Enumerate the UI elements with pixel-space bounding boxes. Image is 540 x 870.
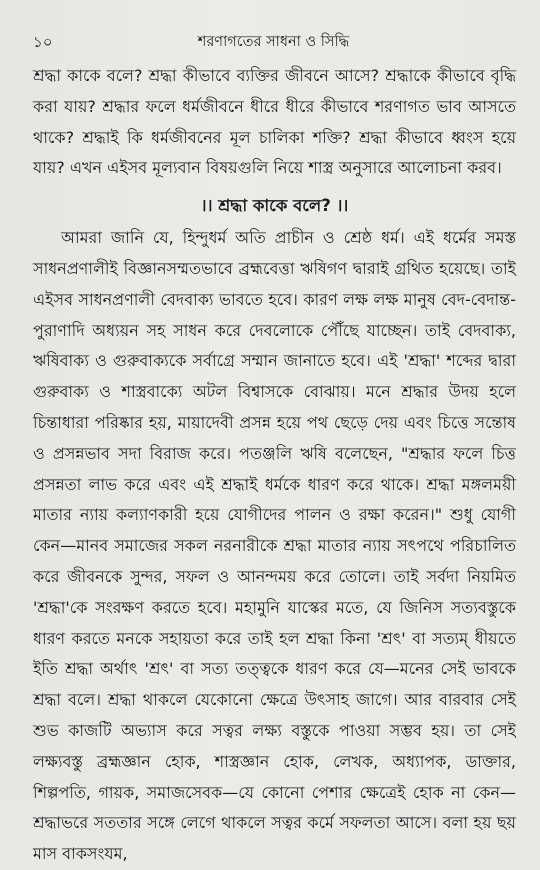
section-heading: ।। শ্রদ্ধা কাকে বলে? ।। [200, 196, 349, 216]
running-head [33, 31, 514, 53]
intro-paragraph: শ্রদ্ধা কাকে বলে? শ্রদ্ধা কীভাবে ব্যক্তির জীবনে আসে? শ্রদ্ধাকে কীভাবে বৃদ্ধি করা যায়? শ্রদ্ধার ফলে ধর্মজীবনে ধীরে ধীরে কীভাবে শরণাগত ভাব আসতে থাকে? শ্রদ্ধাই কি ধর্মজীবনের মূল চালিকা শক্তি? শ্রদ্ধা কীভাবে ধ্বংস হয়ে যায়? এখন এইসব মূল্যবান বিষয়গুলি নিয়ে শাস্ত্র অনুসারে আলোচনা করব। [33, 66, 516, 178]
body-text [33, 61, 516, 870]
page-number: ১০ [33, 33, 53, 51]
running-title: শরণাগতের সাধনা ও সিদ্ধি [197, 34, 350, 50]
main-paragraph: আমরা জানি যে, হিন্দুধর্ম অতি প্রাচীন ও শ্রেষ্ঠ ধর্ম। এই ধর্মের সমস্ত সাধনপ্রণালীই বিজ্ঞানসম্মতভাবে ব্রহ্মবেত্তা ঋষিগণ দ্বারাই গ্রথিত হয়েছে। তাই এইসব সাধনপ্রণালী বেদবাক্য ভাবতে হবে। কারণ লক্ষ লক্ষ মানুষ বেদ-বেদান্ত- পুরাণাদি অধ্যয়ন সহ সাধন করে দেবলোকে পৌঁছে যাচ্ছেন। তাই বেদবাক্য, ঋষিবাক্য ও গুরুবাক্যকে সর্বাগ্রে সম্মান জানাতে হবে। এই 'শ্রদ্ধা' শব্দের দ্বারা গুরুবাক্য ও শাস্ত্রবাক্যে অটল বিশ্বাসকে বোঝায়। মনে শ্রদ্ধার উদয় হলে চিন্তাধারা পরিষ্কার হয়, মায়াদেবী প্রসন্ন হয়ে পথ ছেড়ে দেয় এবং চিত্তে সন্তোষ ও প্রসন্নভাব সদা বিরাজ করে। পতঞ্জলি ঋষি বলেছেন, "শ্রদ্ধার ফলে চিত্ত প্রসন্নতা লাভ করে এবং এই শ্রদ্ধাই ধর্মকে ধারণ করে থাকে। শ্রদ্ধা মঙ্গলময়ী মাতার ন্যায় কল্যাণকারী হয়ে যোগীদের পালন ও রক্ষা করেন।" শুধু যোগী কেন—মানব সমাজের সকল নরনারীকে শ্রদ্ধা মাতার ন্যায় সৎপথে পরিচালিত করে জীবনকে সুন্দর, সফল ও আনন্দময় করে তোলে। তাই সর্বদা নিয়মিত 'শ্রদ্ধা'কে সংরক্ষণ করতে হবে। মহামুনি যাস্কের মতে, যে জিনিস সত্যবস্তুকে ধারণ করতে মনকে সহায়তা করে তাই হল শ্রদ্ধা কিনা 'শ্রৎ' বা সত্যম্ ধীয়তে ইতি শ্রদ্ধা অর্থাৎ 'শ্রৎ' বা সত্য তত্ত্বকে ধারণ করে যে—মনের সেই ভাবকে শ্রদ্ধা বলে। শ্রদ্ধা থাকলে যেকোনো ক্ষেত্রে উৎসাহ জাগে। আর বারবার সেই শুভ কাজটি অভ্যাস করে সত্বর লক্ষ্য বস্তুকে পাওয়া সম্ভব হয়। তা সেই লক্ষ্যবস্তু ব্রহ্মজ্ঞান হোক, শাস্ত্রজ্ঞান হোক, লেখক, অধ্যাপক, ডাক্তার, শিল্পপতি, গায়ক, সমাজসেবক—যে কোনো পেশার ক্ষেত্রেই হোক না কেন—শ্রদ্ধাভরে সততার সঙ্গে লেগে থাকলে সত্বর কর্মে সফলতা আসে। বলা হয় ছয় মাস বাকসংযম, [33, 228, 516, 864]
